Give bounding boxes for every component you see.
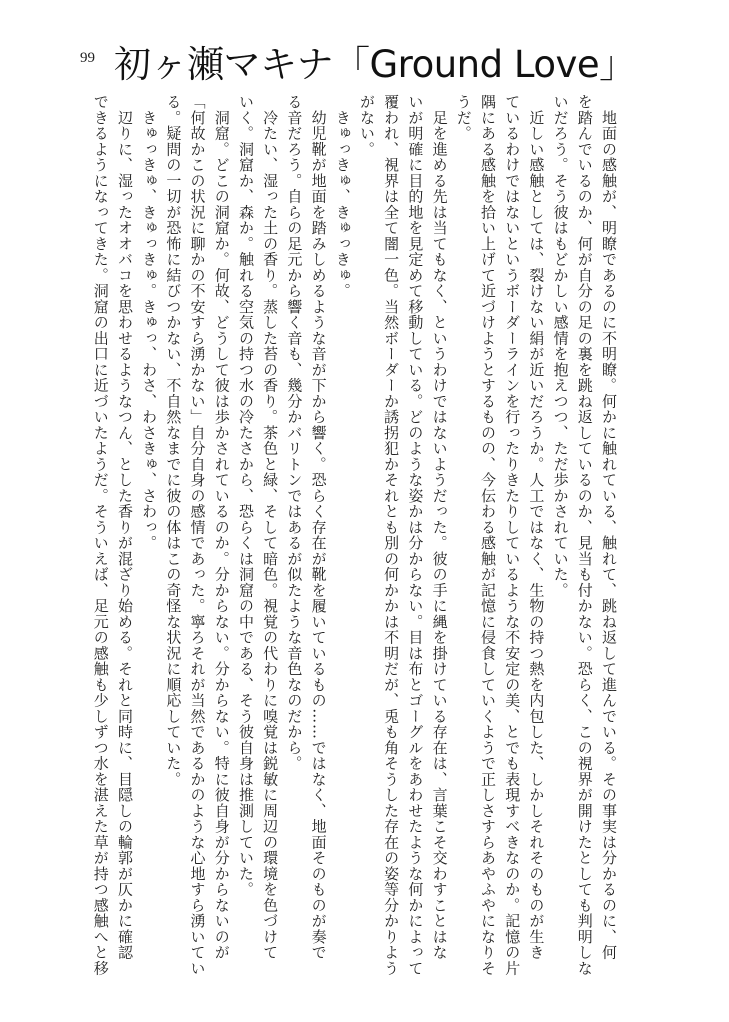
text-line: できるようになってきた。洞窟の出口に近づいたようだ。そういえば、足元の感触も少しずつ水を湛えた草が持つ感触へと移 <box>91 94 110 976</box>
text-line: いだろう。そう彼はもどかしい感情を抱えつつ、ただ歩かされていた。 <box>551 94 570 598</box>
text-line: 地面の感触が、明瞭であるのに不明瞭。何かに触れている、触れて、跳ね返して進んでいる。その事実は分かるのに、何 <box>600 94 618 961</box>
text-line: 冷たい、湿った土の香り。蒸した苔の香り。茶色と緑、そして暗色。視覚の代わりに嗅覚は鋭敏に周辺の環境を色づけて <box>261 94 280 961</box>
text-line: 隅にある感触を拾い上げて近づけようとするものの、今伝わる感触が記憶に侵食していくようで正しさすらあやふやになりそ <box>478 94 497 976</box>
text-line: うだ。 <box>454 94 473 142</box>
text-line: 足を進める先は当てもなく、というわけではないようだった。彼の手に縄を掛けている存在は、言葉こそ交わすことはな <box>430 94 449 961</box>
text-line: る音だろう。自らの足元から響く音も、幾分かバリトンではあるが似たような音色なのだから。 <box>285 94 304 772</box>
vertical-body-text <box>89 94 621 976</box>
text-line: 幼児靴が地面を踏みしめるような音が下から響く。恐らく存在が靴を履いているもの……ではなく、地面そのものが奏で <box>309 94 328 961</box>
text-line: いが明確に目的地を見定めて移動している。どのような姿かは分からない。目は布とゴーグルをあわせたような何かによって <box>406 94 425 976</box>
text-line: 覆われ、視界は全て闇一色。当然ボーダーか誘拐犯かそれとも別の何かかは不明だが、兎も角そうした存在の姿等分かりよう <box>382 94 401 976</box>
text-line: きゅっきゅ、きゅっきゅ。 <box>333 94 352 299</box>
page-number: 99 <box>80 50 95 66</box>
story-title: 初ヶ瀬マキナ「Ground Love」 <box>114 43 636 86</box>
text-line: がない。 <box>357 94 376 157</box>
text-line: る。疑問の一切が恐怖に結びつかない、不自然なまでに彼の体はこの奇怪な状況に順応していた。 <box>164 94 183 787</box>
text-line: ているわけではないというボーダーラインを行ったりきたりしているような不安定の美、とでも表現すべきなのか。記憶の片 <box>503 94 522 976</box>
text-line: 辺りに、湿ったオオバコを思わせるようなつん、とした香りが混ざり始める。それと同時に、目隠しの輪郭が仄かに確認 <box>115 94 134 961</box>
text-line: を踏んでいるのか、何が自分の足の裏を跳ね返しているのか、見当も付かない。恐らく、この視界が開けたとしても判明しな <box>575 94 594 976</box>
text-line: 「何故かこの状況に聊かの不安すら湧かない」自分自身の感情であった。寧ろそれが当然であるかのような心地すら湧いてい <box>188 94 207 976</box>
text-line: 近しい感触としては、裂けない絹が近いだろうか。人工ではなく、生物の持つ熱を内包した、しかしそれそのものが生き <box>527 94 546 961</box>
text-line: きゅっきゅ、きゅっきゅ。きゅっ、わさ、わさきゅ、さわっ。 <box>140 94 159 551</box>
text-line: いく。洞窟か、森か。触れる空気の持つ水の冷たさから、恐らくは洞窟の中である、そう彼自身は推測していた。 <box>236 94 255 898</box>
text-line: 洞窟。どこの洞窟か。何故、どうして彼は歩かされているのか。分からない。分からない。特に彼自身が分からないのが <box>212 94 231 961</box>
